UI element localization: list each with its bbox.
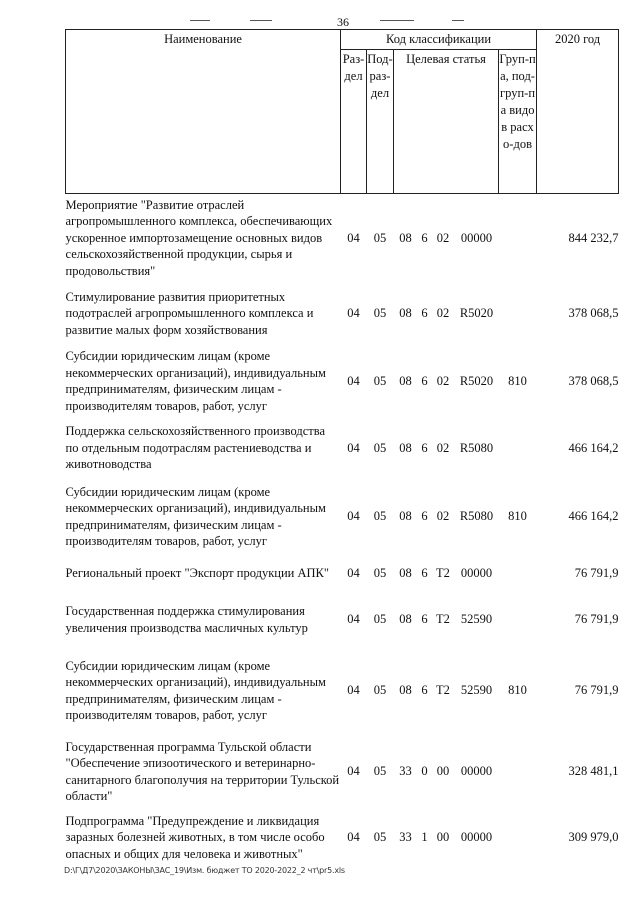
row-measure: 02 — [436, 373, 450, 388]
row-subsection: 05 — [373, 509, 387, 524]
row-name: Государственная поддержка стимулирования увеличения производства масличных культур — [65, 604, 308, 635]
row-subsection: 05 — [373, 373, 387, 388]
row-subprogram: 6 — [421, 612, 428, 627]
row-amount: 76 791,9 — [574, 566, 619, 581]
row-subprogram: 6 — [421, 509, 428, 524]
row-subsection: 05 — [373, 566, 387, 581]
row-subprogram: 1 — [421, 830, 428, 845]
table-row — [66, 736, 619, 808]
row-amount: 466 164,2 — [568, 509, 619, 524]
row-direction: R5080 — [459, 509, 494, 524]
row-measure: 02 — [436, 230, 450, 245]
row-direction: R5020 — [459, 373, 494, 388]
row-expense-group — [499, 554, 537, 594]
row-expense-group: 810 — [508, 683, 527, 698]
row-amount: 309 979,0 — [568, 830, 619, 845]
row-section: 04 — [347, 764, 360, 779]
row-subsection: 05 — [373, 764, 387, 779]
row-program: 08 — [399, 440, 412, 455]
table-row — [66, 282, 619, 346]
row-subprogram: 6 — [421, 440, 428, 455]
row-section: 04 — [347, 566, 360, 581]
table-row — [66, 194, 619, 282]
row-section: 04 — [347, 509, 360, 524]
row-section: 04 — [347, 440, 360, 455]
row-subsection: 05 — [373, 612, 387, 627]
row-measure: 02 — [436, 306, 450, 321]
row-section: 04 — [347, 830, 360, 845]
row-name: Стимулирование развития приоритетных подотраслей агропромышленного комплекса и развитие малых форм хозяйствования — [65, 289, 314, 337]
table-row — [66, 646, 619, 736]
row-program: 33 — [399, 764, 412, 779]
row-name: Государственная программа Тульской области "Обеспечение эпизоотического и ветеринарно-санитарного благополучия на территории Тульской области" — [65, 739, 340, 803]
row-amount: 378 068,5 — [568, 373, 619, 388]
scan-artifact — [190, 20, 210, 21]
row-name: Подпрограмма "Предупреждение и ликвидация заразных болезней животных, в том числе особо опасных и общих для человека и животных" — [65, 813, 325, 861]
row-expense-group — [499, 282, 537, 346]
header-classification: Код классификации — [341, 30, 537, 50]
row-expense-group — [499, 417, 537, 480]
table-row — [66, 554, 619, 594]
row-section: 04 — [347, 306, 360, 321]
table-row — [66, 808, 619, 868]
header-expense-group: Груп-па, под-груп-па видов расхо-дов — [499, 50, 537, 194]
row-name: Региональный проект "Экспорт продукции АПК" — [65, 566, 329, 581]
row-direction: 00000 — [460, 230, 493, 245]
header-subsection: Под-раз-дел — [367, 50, 394, 194]
budget-table — [65, 29, 619, 868]
scan-artifact — [250, 20, 272, 21]
row-name: Мероприятие "Развитие отраслей агропромышленного комплекса, обеспечивающих ускоренное импортозамещение основных видов сельскохозяйственной продукции, сырья и продовольствия" — [65, 197, 333, 278]
file-path-footer: D:\Г\Д7\2020\ЗАКОНЫ\ЗАС_19\Изм. бюджет ТО 2020-2022_2 чт\pr5.xls — [64, 866, 345, 875]
row-measure: T2 — [436, 612, 450, 627]
table-row — [66, 594, 619, 646]
row-measure: T2 — [436, 566, 450, 581]
scan-artifact — [380, 20, 414, 21]
row-amount: 378 068,5 — [568, 306, 619, 321]
row-expense-group: 810 — [508, 509, 527, 524]
row-program: 08 — [399, 373, 412, 388]
scan-artifact — [452, 20, 464, 21]
row-measure: 02 — [436, 509, 450, 524]
row-section: 04 — [347, 230, 360, 245]
header-section: Раз-дел — [341, 50, 367, 194]
row-subprogram: 6 — [421, 230, 428, 245]
row-amount: 76 791,9 — [574, 683, 619, 698]
row-name: Субсидии юридическим лицам (кроме некоммерческих организаций), индивидуальным предпринимателям, физическим лицам - производителям товаров, работ, услуг — [65, 658, 326, 722]
row-subprogram: 0 — [421, 764, 428, 779]
row-subsection: 05 — [373, 683, 387, 698]
row-direction: 00000 — [460, 764, 493, 779]
row-expense-group — [499, 808, 537, 868]
row-amount: 328 481,1 — [568, 764, 619, 779]
row-measure: 00 — [436, 830, 450, 845]
row-direction: 00000 — [460, 830, 493, 845]
table-row — [66, 346, 619, 417]
row-expense-group — [499, 594, 537, 646]
row-name: Субсидии юридическим лицам (кроме некоммерческих организаций), индивидуальным предпринимателям, физическим лицам - производителям товаров, работ, услуг — [65, 484, 326, 548]
row-direction: 52590 — [460, 683, 493, 698]
table-row — [66, 417, 619, 480]
row-section: 04 — [347, 373, 360, 388]
row-subprogram: 6 — [421, 306, 428, 321]
header-year: 2020 год — [537, 30, 619, 194]
header-row-top — [66, 30, 619, 50]
row-expense-group — [499, 194, 537, 282]
row-amount: 466 164,2 — [568, 440, 619, 455]
row-direction: R5080 — [459, 440, 494, 455]
row-measure: T2 — [436, 683, 450, 698]
row-amount: 76 791,9 — [574, 612, 619, 627]
row-program: 08 — [399, 509, 412, 524]
row-subsection: 05 — [373, 440, 387, 455]
header-target-article: Целевая статья — [394, 50, 499, 194]
row-direction: 00000 — [460, 566, 493, 581]
row-expense-group: 810 — [508, 373, 527, 388]
row-name: Поддержка сельскохозяйственного производства по отдельным подотраслям растениеводства и животноводства — [65, 424, 326, 472]
row-program: 08 — [399, 683, 412, 698]
row-direction: R5020 — [459, 306, 494, 321]
row-measure: 02 — [436, 440, 450, 455]
row-subsection: 05 — [373, 306, 387, 321]
row-measure: 00 — [436, 764, 450, 779]
row-program: 33 — [399, 830, 412, 845]
row-program: 08 — [399, 306, 412, 321]
row-subprogram: 6 — [421, 373, 428, 388]
row-section: 04 — [347, 612, 360, 627]
row-program: 08 — [399, 230, 412, 245]
table-row — [66, 480, 619, 554]
row-direction: 52590 — [460, 612, 493, 627]
row-name: Субсидии юридическим лицам (кроме некоммерческих организаций), индивидуальным предпринимателям, физическим лицам - производителям товаров, работ, услуг — [65, 349, 326, 413]
row-subprogram: 6 — [421, 566, 428, 581]
row-subprogram: 6 — [421, 683, 428, 698]
row-expense-group — [499, 736, 537, 808]
row-section: 04 — [347, 683, 360, 698]
row-subsection: 05 — [373, 230, 387, 245]
page-number: 36 — [337, 15, 349, 29]
row-program: 08 — [399, 612, 412, 627]
row-program: 08 — [399, 566, 412, 581]
row-amount: 844 232,7 — [568, 230, 619, 245]
header-name: Наименование — [66, 30, 341, 194]
row-subsection: 05 — [373, 830, 387, 845]
